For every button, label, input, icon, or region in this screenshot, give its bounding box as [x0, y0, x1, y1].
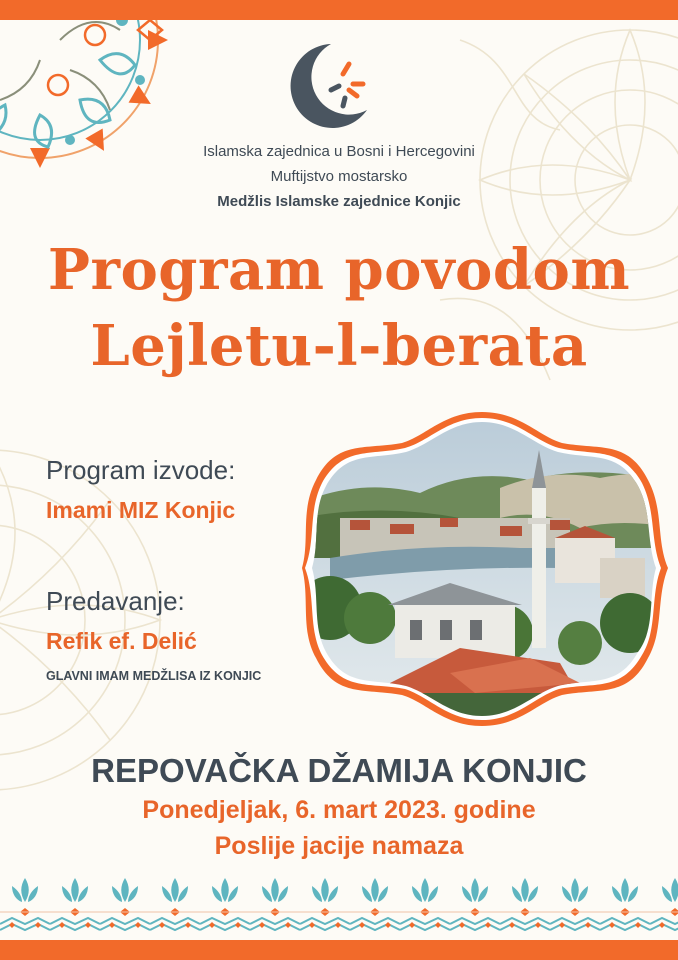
title-line-1: Program povodom [47, 237, 631, 303]
mandala-ornament-right [400, 0, 678, 460]
title-line-2: Lejletu-l-berata [90, 313, 588, 379]
event-date: Ponedjeljak, 6. mart 2023. godine [142, 796, 536, 824]
venue: REPOVAČKA DŽAMIJA KONJIC [91, 752, 587, 789]
performers-label: Program izvode: [46, 455, 236, 485]
crescent-star-icon [283, 40, 383, 130]
lecturer-name: Refik ef. Delić [46, 628, 197, 654]
lecturer-role: GLAVNI IMAM MEDŽLISA IZ KONJIC [46, 669, 262, 683]
org-line-2: Muftijstvo mostarsko [270, 168, 408, 185]
event-time: Poslije jacije namaza [214, 832, 464, 860]
org-line-3: Medžlis Islamske zajednice Konjic [217, 193, 461, 210]
lecture-label: Predavanje: [46, 586, 185, 616]
bottom-band [0, 940, 678, 960]
org-line-1: Islamska zajednica u Bosni i Hercegovini [203, 143, 475, 160]
mosque-photo-frame [300, 408, 678, 733]
decorative-border [0, 872, 678, 938]
performers-name: Imami MIZ Konjic [46, 497, 236, 523]
top-band [0, 0, 678, 20]
